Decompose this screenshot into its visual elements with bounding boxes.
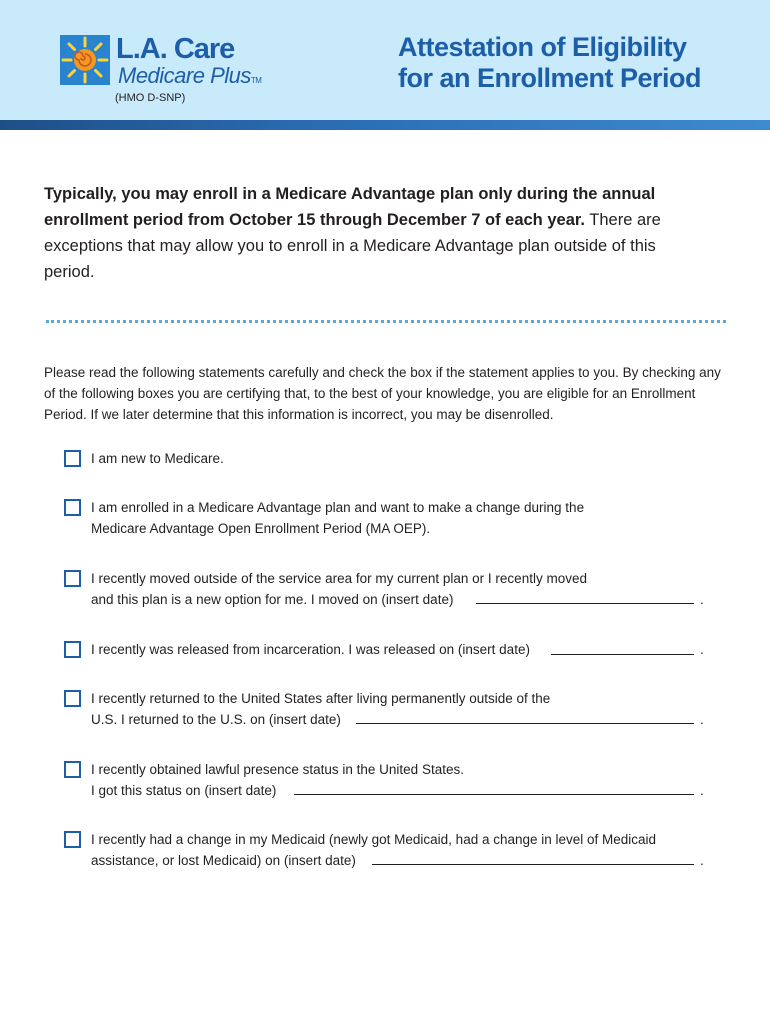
statement-period: . [700,592,704,607]
statement-line: I recently had a change in my Medicaid (newly got Medicaid, had a change in level of Medicaid [91,832,657,847]
checkbox-new-to-medicare[interactable] [64,450,81,467]
instructions-paragraph: Please read the following statements carefully and check the box if the statement applies to you. By checking any of the following boxes you are certifying that, to the best of your knowledge, you are eligible for an Enrollment Period. If we later determine that this information is incorrect, you may be disenrolled. [44,365,721,422]
checkbox-lawful-presence[interactable] [64,761,81,778]
checkbox-incarceration[interactable] [64,641,81,658]
logo-trademark: TM [250,76,262,85]
statement-line: assistance, or lost Medicaid) on (insert date) [91,853,356,868]
logo-product-name [118,63,261,94]
statement-period: . [700,853,704,868]
document-title-line2: for an Enrollment Period [398,63,702,93]
logo-plan-type: (HMO D-SNP) [115,92,186,104]
statement-period: . [700,712,704,727]
statement-line: Medicare Advantage Open Enrollment Period (MA OEP). [91,521,431,536]
moved-date-field[interactable] [476,603,694,604]
statement-line: I recently moved outside of the service area for my current plan or I recently moved [91,571,587,586]
statement-period: . [700,783,704,798]
checkbox-medicaid-change[interactable] [64,831,81,848]
header-banner [0,0,770,120]
statement-line: I got this status on (insert date) [91,783,277,798]
intro-paragraph [44,181,684,285]
statement-line: I am new to Medicare. [91,451,224,466]
statement-line: U.S. I returned to the U.S. on (insert date) [91,712,341,727]
header-divider-bar [0,120,770,130]
la-care-logo [60,33,300,108]
statement-line: I recently returned to the United States after living permanently outside of the [91,691,551,706]
statement-text [91,448,706,469]
statement-line: I recently was released from incarceration. I was released on (insert date) [91,642,530,657]
checkbox-ma-oep[interactable] [64,499,81,516]
statement-text [91,497,706,539]
logo-brand-name: L.A. Care [116,33,235,65]
statement-period: . [700,642,704,657]
checkbox-returned-to-us[interactable] [64,690,81,707]
returned-date-field[interactable] [356,723,694,724]
checkbox-moved[interactable] [64,570,81,587]
dotted-divider [46,320,726,323]
intro-normal-text: There are exceptions that may allow you to enroll in a Medicare Advantage plan outside of this period. [44,211,661,281]
document-title-line1: Attestation of Eligibility [398,32,687,62]
lawful-presence-date-field[interactable] [294,794,694,795]
medicaid-change-date-field[interactable] [372,864,694,865]
statement-text [91,639,706,660]
statement-line: and this plan is a new option for me. I moved on (insert date) [91,592,454,607]
la-care-sun-logo-icon [60,35,110,85]
released-date-field[interactable] [551,654,694,655]
statement-line: I recently obtained lawful presence status in the United States. [91,762,464,777]
intro-bold-text: Typically, you may enroll in a Medicare Advantage plan only during the annual enrollment period from October 15 through December 7 of each year. [44,185,656,229]
document-title [398,32,758,94]
logo-product-text: Medicare Plus [118,63,251,88]
statement-line: I am enrolled in a Medicare Advantage plan and want to make a change during the [91,500,585,515]
